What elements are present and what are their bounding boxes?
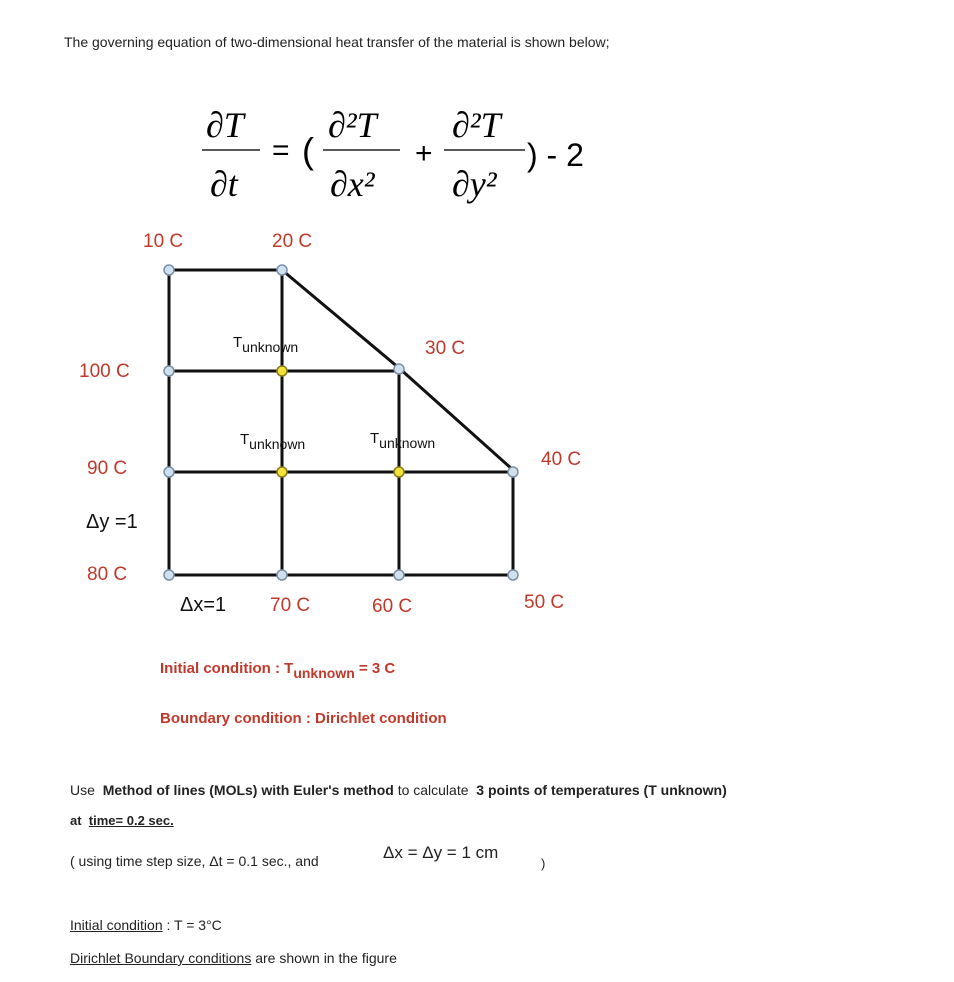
label-left-mid: 90 C bbox=[87, 458, 128, 479]
unknown-node bbox=[277, 366, 287, 376]
label-top-left: 10 C bbox=[143, 231, 184, 252]
label-bottom-right: 50 C bbox=[524, 592, 565, 613]
label-right-upper: 30 C bbox=[425, 338, 466, 359]
boundary-node bbox=[394, 570, 404, 580]
boundary-condition-text: Boundary condition : Dirichlet condition bbox=[160, 710, 447, 727]
label-delta-y: Δy =1 bbox=[86, 511, 138, 533]
boundary-node bbox=[164, 570, 174, 580]
term2-numerator: ∂²T bbox=[452, 105, 501, 145]
intro-text: The governing equation of two-dimensional heat transfer of the material is shown below; bbox=[64, 34, 610, 50]
footer-dirichlet: Dirichlet Boundary conditions are shown in the figure bbox=[70, 950, 397, 966]
boundary-node bbox=[508, 570, 518, 580]
task-line-1: Use Method of lines (MOLs) with Euler's method to calculate 3 points of temperatures (T unknown) bbox=[70, 782, 727, 798]
boundary-node bbox=[508, 467, 518, 477]
boundary-node bbox=[164, 265, 174, 275]
term2-denominator: ∂y² bbox=[452, 164, 497, 204]
term1-numerator: ∂²T bbox=[328, 105, 377, 145]
boundary-node bbox=[394, 364, 404, 374]
open-paren: ( bbox=[302, 130, 314, 171]
label-delta-x: Δx=1 bbox=[180, 594, 227, 616]
label-bottom-1: 70 C bbox=[270, 595, 311, 616]
diagonal-edge bbox=[399, 368, 513, 470]
equals-sign: = bbox=[272, 134, 290, 167]
boundary-node bbox=[164, 467, 174, 477]
close-paren-minus-two: ) - 2 bbox=[527, 137, 584, 173]
task-line-2: at time= 0.2 sec. bbox=[70, 813, 174, 828]
lhs-denominator: ∂t bbox=[210, 164, 238, 204]
term1-denominator: ∂x² bbox=[330, 164, 375, 204]
label-top-mid: 20 C bbox=[272, 231, 313, 252]
label-left-bottom: 80 C bbox=[87, 564, 128, 585]
footer-initial-condition: Initial condition : T = 3°C bbox=[70, 917, 222, 933]
label-bottom-2: 60 C bbox=[372, 596, 413, 617]
label-left-upper: 100 C bbox=[79, 361, 130, 382]
boundary-node bbox=[277, 265, 287, 275]
t-unknown-label: $T_{unknown}$ bbox=[240, 431, 306, 452]
dx-dy-expression: Δx = Δy = 1 cm bbox=[383, 843, 499, 862]
boundary-node bbox=[277, 570, 287, 580]
unknown-node bbox=[277, 467, 287, 477]
label-right-lower: 40 C bbox=[541, 449, 582, 470]
unknown-node bbox=[394, 467, 404, 477]
lhs-numerator: ∂T bbox=[206, 105, 244, 145]
task-line-3: ( using time step size, Δt = 0.1 sec., and bbox=[70, 853, 319, 869]
t-unknown-label: $T_{unknown}$ bbox=[233, 334, 299, 355]
diagonal-edge bbox=[282, 270, 399, 368]
plus-sign: + bbox=[415, 137, 433, 170]
t-unknown-label: $T_{unknown}$ bbox=[370, 430, 436, 451]
boundary-node bbox=[164, 366, 174, 376]
initial-condition-text: Initial condition : $T_{unknown} = 3$ C bbox=[160, 660, 396, 681]
task-close-paren: ) bbox=[541, 856, 546, 871]
